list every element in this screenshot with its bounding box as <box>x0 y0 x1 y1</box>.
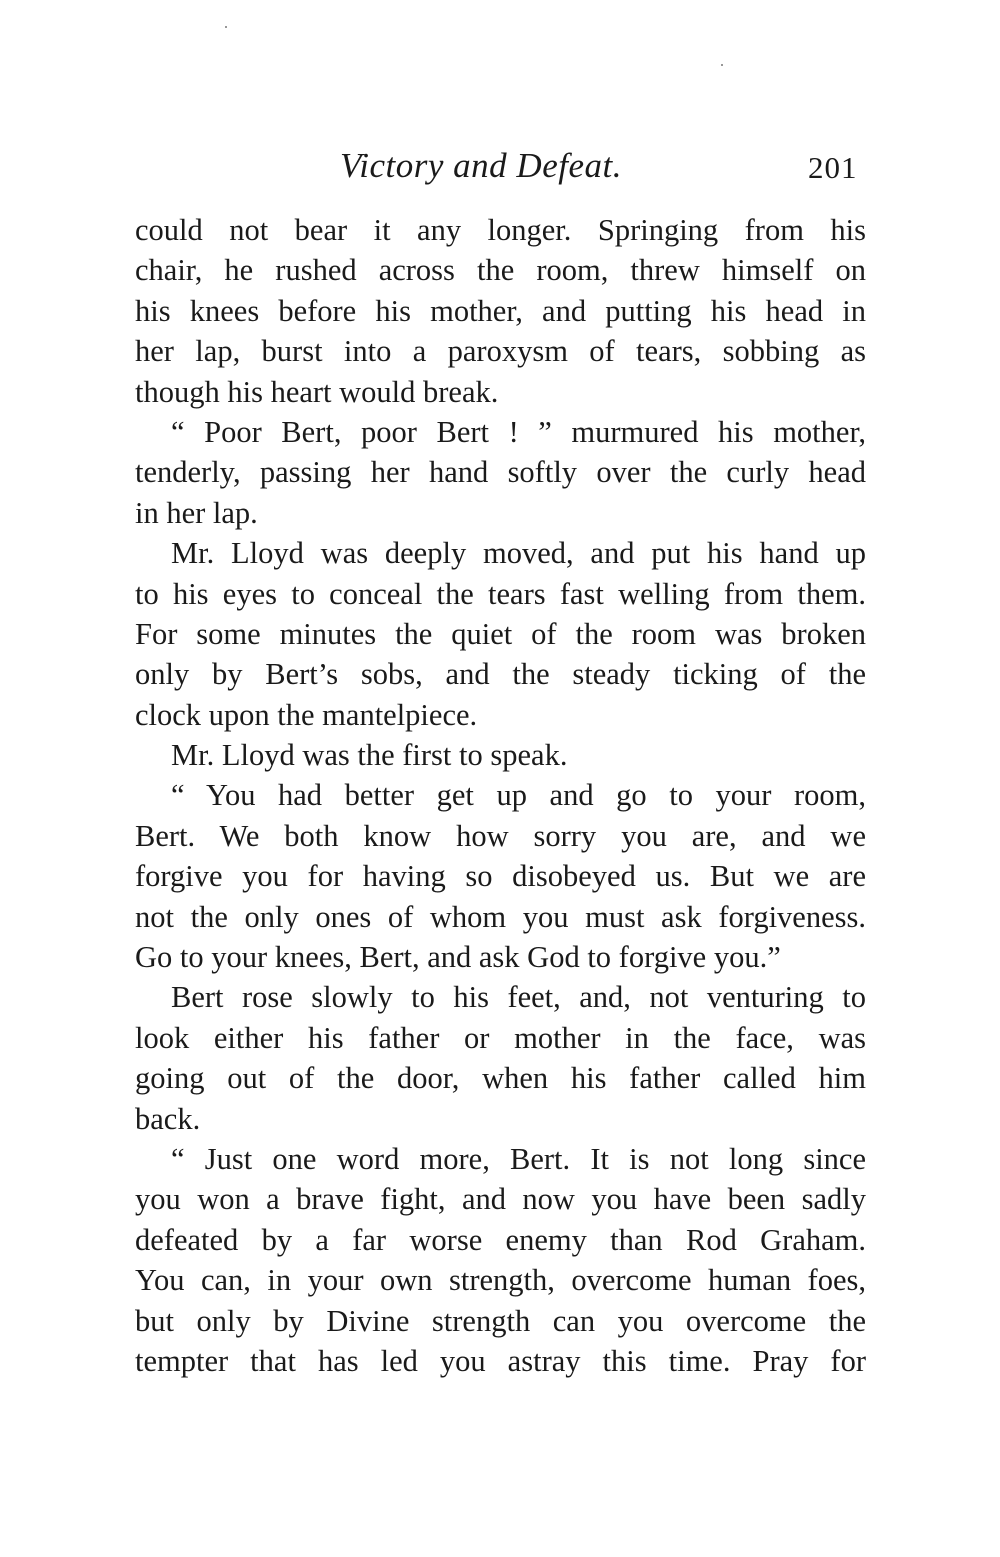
text-line: “ You had better get up and go to your room, <box>171 778 866 813</box>
text-line: “ Just one word more, Bert. It is not long since <box>171 1141 866 1176</box>
text-line: could not bear it any longer. Springing from his <box>135 213 866 247</box>
text-line: in her lap. <box>135 495 258 530</box>
text-line: defeated by a far worse enemy than Rod Graham. <box>135 1222 866 1257</box>
text-line: only by Bert’s sobs, and the steady ticking of the <box>135 657 866 692</box>
text-line: though his heart would break. <box>135 374 499 409</box>
text-line: going out of the door, when his father called him <box>135 1061 866 1096</box>
text-line: Bert rose slowly to his feet, and, not venturing to <box>171 980 866 1015</box>
text-line: tenderly, passing her hand softly over the curly head <box>135 455 866 490</box>
body-text <box>135 210 866 1381</box>
running-title: Victory and Defeat. <box>340 146 622 185</box>
text-line: back. <box>135 1101 201 1136</box>
page-number: 201 <box>808 150 858 185</box>
print-speck <box>225 26 227 28</box>
text-line: For some minutes the quiet of the room was broken <box>135 616 866 651</box>
text-line: clock upon the mantelpiece. <box>135 697 478 732</box>
print-speck <box>721 64 723 66</box>
text-line: You can, in your own strength, overcome human foes, <box>135 1263 866 1298</box>
text-line: “ Poor Bert, poor Bert ! ” murmured his mother, <box>171 414 866 449</box>
text-line: chair, he rushed across the room, threw himself on <box>135 253 866 288</box>
text-line: tempter that has led you astray this time. Pray for <box>135 1343 866 1378</box>
text-line: Mr. Lloyd was deeply moved, and put his hand up <box>171 536 866 571</box>
text-line: forgive you for having so disobeyed us. But we are <box>135 859 866 894</box>
text-line: to his eyes to conceal the tears fast welling from them. <box>135 576 866 611</box>
text-line: his knees before his mother, and putting his head in <box>135 293 866 328</box>
text-line: her lap, burst into a paroxysm of tears, sobbing as <box>135 334 866 369</box>
text-line: but only by Divine strength can you overcome the <box>135 1303 866 1338</box>
text-line: not the only ones of whom you must ask forgiveness. <box>135 899 866 934</box>
text-line: Bert. We both know how sorry you are, and we <box>135 818 866 853</box>
text-line: Go to your knees, Bert, and ask God to forgive you.” <box>135 940 781 975</box>
text-line: you won a brave fight, and now you have been sadly <box>135 1182 866 1217</box>
text-line: Mr. Lloyd was the first to speak. <box>171 738 568 773</box>
text-line: look either his father or mother in the face, was <box>135 1020 866 1055</box>
